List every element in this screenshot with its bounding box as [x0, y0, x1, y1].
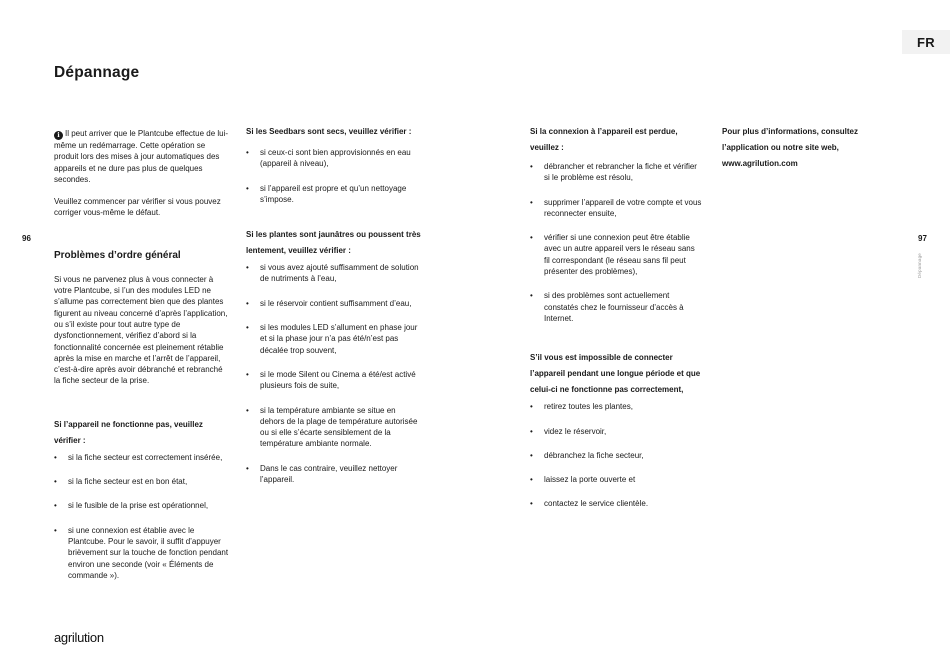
- more-info-text: Pour plus d’informations, consultez l’application ou notre site web, www.agrilution.com: [722, 127, 859, 168]
- list-item: • débrancher et rebrancher la fiche et vérifier si le problème est résolu,: [530, 161, 702, 184]
- list-item: • si le réservoir contient suffisamment d’eau,: [246, 298, 422, 309]
- list-item: • si des problèmes sont actuellement constatés chez le fournisseur d’accès à Internet.: [530, 290, 702, 324]
- intro-paragraph-2: Veuillez commencer par vérifier si vous pouvez corriger vous-même le défaut.: [54, 197, 221, 218]
- language-tab: FR: [902, 30, 950, 54]
- page-number-left: 96: [22, 234, 31, 243]
- list-item: • supprimer l’appareil de votre compte et vous reconnecter ensuite,: [530, 197, 702, 220]
- list-item: • vérifier si une connexion peut être établie avec un autre appareil vers le réseau sans fil correspondant (le réseau sans fil peut présenter des problèmes),: [530, 232, 702, 277]
- list-item: • si ceux-ci sont bien approvisionnés en eau (appareil à niveau),: [246, 147, 422, 170]
- list-item: • débranchez la fiche secteur,: [530, 450, 702, 461]
- general-paragraph: Si vous ne parvenez plus à vous connecter à votre Plantcube, si l’un des modules LED ne s’allume pas correctement bien que des plantes figurent au niveau concerné d’après l’application, ou s’il existe pour tout autre type de dysfonctionnement, vérifiez d’abord si la fonctionnalité concernée est pleinement rétablie après la mise en marche et l’arrêt de l’appareil, c’est-à-dire après avoir débranché et rebranché la fiche secteur de la prise.: [54, 274, 228, 386]
- heading-seedbars: Si les Seedbars sont secs, veuillez vérifier :: [246, 127, 412, 136]
- info-icon: i: [54, 131, 63, 140]
- page-title: Dépannage: [54, 64, 140, 81]
- list-item: • si la température ambiante se situe en dehors de la plage de température autorisée ou si elle s’écarte sensiblement de la température ambiante normale.: [246, 405, 422, 450]
- list-item: • Dans le cas contraire, veuillez nettoyer l’appareil.: [246, 463, 422, 486]
- section-title-general: Problèmes d’ordre général: [54, 249, 181, 261]
- heading-yellow-plants: Si les plantes sont jaunâtres ou poussent très lentement, veuillez vérifier :: [246, 230, 421, 256]
- heading-not-working: Si l’appareil ne fonctionne pas, veuillez vérifier :: [54, 419, 203, 445]
- list-item: • si le mode Silent ou Cinema a été/est activé plusieurs fois de suite,: [246, 369, 422, 392]
- connection-lost-list: [530, 161, 702, 324]
- list-item: • retirez toutes les plantes,: [530, 401, 702, 412]
- heading-cannot-connect: S’il vous est impossible de connecter l’appareil pendant une longue période et que celui-ci ne fonctionne pas correctement,: [530, 353, 701, 395]
- not-working-list: [54, 452, 230, 581]
- heading-connection-lost: Si la connexion à l’appareil est perdue, veuillez :: [530, 127, 678, 152]
- list-item: • laissez la porte ouverte et: [530, 474, 702, 485]
- agrilution-logo: agrilution: [54, 630, 104, 645]
- list-item: • si une connexion est établie avec le Plantcube. Pour le savoir, il suffit d’appuyer brièvement sur la touche de fonction pendant environ une seconde (voir « Éléments de commande »).: [54, 525, 230, 581]
- yellow-plants-list: [246, 262, 422, 485]
- list-item: • si le fusible de la prise est opérationnel,: [54, 500, 230, 511]
- list-item: • si l’appareil est propre et qu’un nettoyage s’impose.: [246, 183, 422, 206]
- list-item: • si les modules LED s’allument en phase jour et si la phase jour n’a pas été/n’est pas décalée trop souvent,: [246, 322, 422, 356]
- list-item: • si la fiche secteur est correctement insérée,: [54, 452, 230, 463]
- column-3: [530, 124, 702, 510]
- seedbars-list: [246, 147, 422, 205]
- column-2: [246, 124, 422, 485]
- list-item: • videz le réservoir,: [530, 426, 702, 437]
- list-item: • si vous avez ajouté suffisamment de solution de nutriments à l’eau,: [246, 262, 422, 285]
- column-1: [54, 128, 230, 581]
- cannot-connect-list: [530, 401, 702, 509]
- list-item: • si la fiche secteur est en bon état,: [54, 476, 230, 487]
- page-number-right: 97: [918, 234, 927, 243]
- side-section-label: Dépannage: [917, 253, 922, 279]
- list-item: • contactez le service clientèle.: [530, 498, 702, 509]
- intro-paragraph: i Il peut arriver que le Plantcube effectue de lui-même un redémarrage. Cette opération se produit lors des mises à jour automatiques des appareils et ne dure pas plus de quelques secondes.: [54, 129, 229, 184]
